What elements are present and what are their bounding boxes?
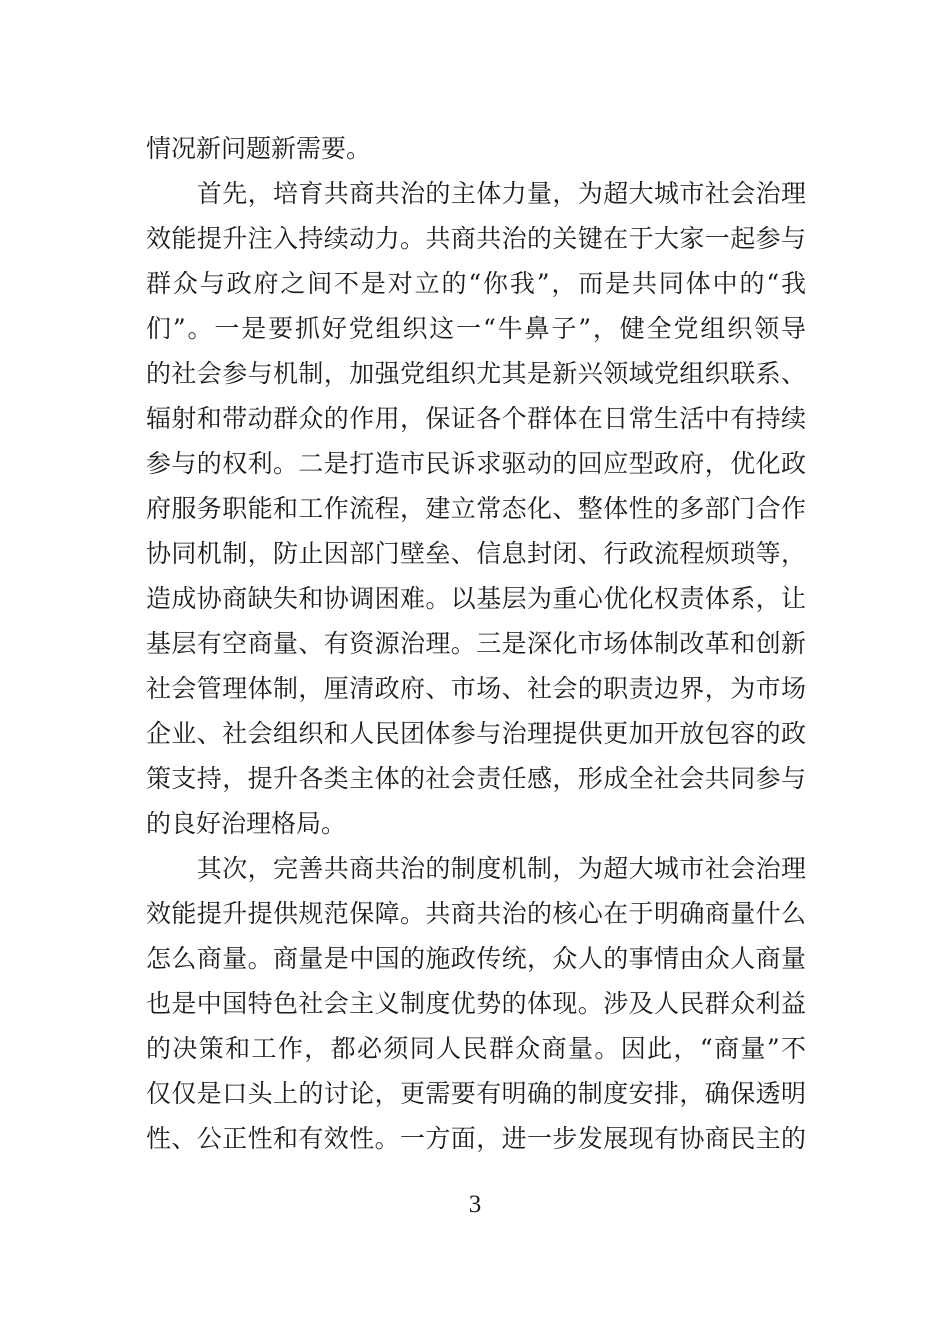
text-line: 仅仅是口头上的讨论，更需要有明确的制度安排，确保透明 [146,1079,806,1108]
text-line: 府服务职能和工作流程，建立常态化、整体性的多部门合作 [146,494,806,523]
text-line: 也是中国特色社会主义制度优势的体现。涉及人民群众利益 [146,989,806,1018]
text-line: 的良好治理格局。 [146,809,347,838]
text-line: 情况新问题新需要。 [146,134,372,163]
text-line: 社会管理体制，厘清政府、市场、社会的职责边界，为市场 [146,674,806,703]
text-line: 协同机制，防止因部门壁垒、信息封闭、行政流程烦琐等， [146,539,806,568]
text-line: 其次，完善共商共治的制度机制，为超大城市社会治理 [146,854,806,883]
text-line: 参与的权利。二是打造市民诉求驱动的回应型政府，优化政 [146,449,806,478]
page-number: 3 [468,1191,482,1218]
text-line: 辐射和带动群众的作用，保证各个群体在日常生活中有持续 [146,404,806,433]
text-line: 策支持，提升各类主体的社会责任感，形成全社会共同参与 [146,764,806,793]
text-line: 怎么商量。商量是中国的施政传统，众人的事情由众人商量 [146,944,806,973]
text-line: 性、公正性和有效性。一方面，进一步发展现有协商民主的 [146,1124,806,1153]
text-line: 的决策和工作，都必须同人民群众商量。因此，“商量”不 [146,1034,806,1063]
text-line: 企业、社会组织和人民团体参与治理提供更加开放包容的政 [146,719,806,748]
text-line: 们”。一是要抓好党组织这一“牛鼻子”，健全党组织领导 [146,314,806,343]
text-line: 效能提升注入持续动力。共商共治的关键在于大家一起参与 [146,224,806,253]
text-line: 群众与政府之间不是对立的“你我”，而是共同体中的“我 [146,269,806,298]
text-line: 的社会参与机制，加强党组织尤其是新兴领域党组织联系、 [146,359,806,388]
text-line: 首先，培育共商共治的主体力量，为超大城市社会治理 [146,179,806,208]
text-line: 基层有空商量、有资源治理。三是深化市场体制改革和创新 [146,629,806,658]
text-line: 效能提升提供规范保障。共商共治的核心在于明确商量什么 [146,899,806,928]
text-line: 造成协商缺失和协调困难。以基层为重心优化权责体系，让 [146,584,806,613]
